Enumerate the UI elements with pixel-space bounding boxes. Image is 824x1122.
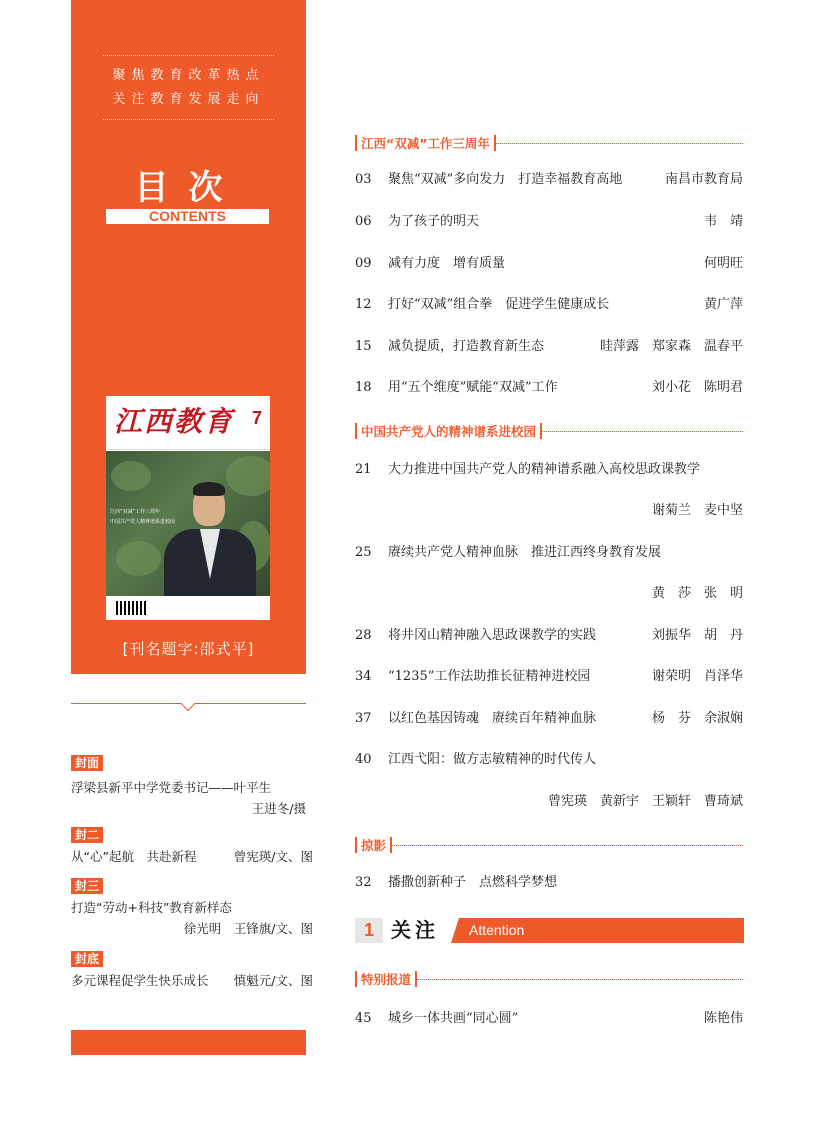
cover-issue-number: 7 [251,408,262,428]
title-calligraphy-credit: [刊名题字:邵式平] [122,640,255,658]
qr-code-icon [132,601,146,615]
toc-entry[interactable]: 21 大力推进中国共产党人的精神谱系融入高校思政课教学 谢菊兰 麦中坚 [355,462,743,518]
toc-entry[interactable]: 40 江西弋阳：做方志敏精神的时代传人 曾宪瑛 黄新宇 王颖轩 曹琦斌 [355,752,743,809]
slogan-line-1: 聚焦教育改革热点 [112,68,265,83]
cover-caption: 江西“双减”工作三周年 中国共产党人精神谱系进校园 [110,509,176,525]
dotted-divider [103,119,274,120]
cover-logo: 江西教育 [114,405,235,438]
magazine-cover-thumbnail[interactable] [106,396,270,620]
note-credit: 慎魁元/文、图 [233,973,313,988]
attention-title-en: Attention [469,922,525,938]
slogan-line-2: 关注教育发展走向 [112,92,265,107]
attention-title-cn: 关注 [391,918,439,942]
chevron-down-icon [181,697,195,711]
section-header-double-reduction: 江西“双减”工作三周年 [355,134,743,152]
page-title: 目次 [134,168,243,208]
footer-bar [71,1030,306,1055]
section-header-spirit-lineage: 中国共产党人的精神谱系进校园 [355,422,743,440]
section-header-snapshot: 掠影 [355,836,743,854]
attention-number: 1 [355,918,383,943]
sidebar-panel [71,0,306,674]
note-text: 打造“劳动+科技”教育新样态 [71,900,232,915]
note-text: 从“心”起航 共赴新程 [71,849,197,864]
cover-note-front [71,752,306,819]
cover-note-back [71,948,313,991]
contents-label: CONTENTS [106,209,269,224]
cover-photo [106,451,270,596]
cover-note-inside-back [71,875,313,939]
note-text: 浮梁县新平中学党委书记——叶平生 [71,780,272,795]
note-tag: 封三 [71,878,103,894]
note-credit: 徐光明 王锋旗/文、图 [183,921,313,936]
cover-note-inside-front [71,824,313,867]
qr-code-icon [116,601,130,615]
note-tag: 封面 [71,755,103,771]
section-header-special-report: 特别报道 [355,970,743,988]
note-text: 多元课程促学生快乐成长 [71,973,209,988]
note-tag: 封二 [71,827,103,843]
toc-entry[interactable]: 25 赓续共产党人精神血脉 推进江西终身教育发展 黄 莎 张 明 [355,545,743,601]
cover-footer [106,596,270,620]
dotted-divider [103,55,274,56]
note-credit: 王进冬/摄 [251,801,306,816]
note-credit: 曾宪瑛/文、图 [233,849,313,864]
attention-banner [355,918,744,943]
note-tag: 封底 [71,951,103,967]
cover-masthead [106,396,270,450]
